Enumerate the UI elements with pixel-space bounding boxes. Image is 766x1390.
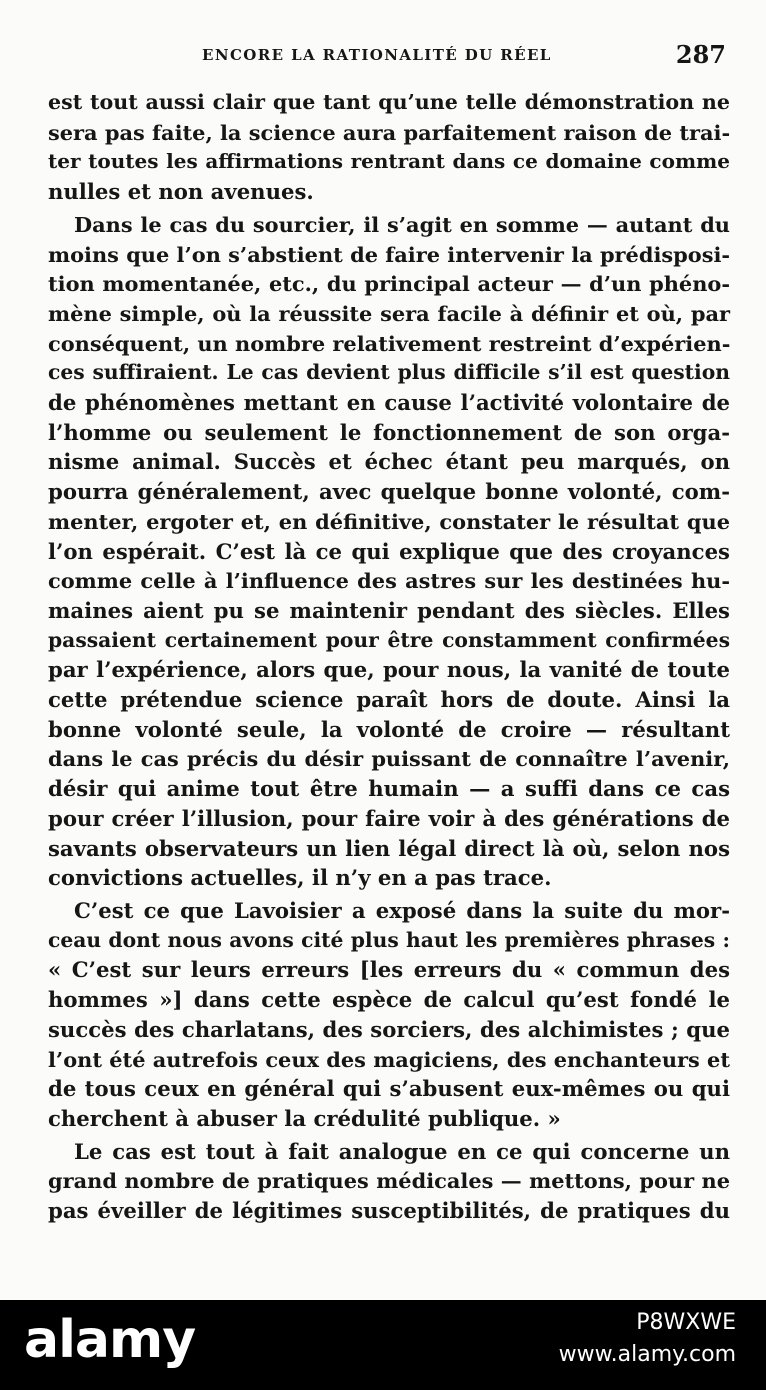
- paragraph-1: [48, 88, 730, 207]
- text-line: dans le cas précis du désir puissant de connaître l’avenir,: [48, 746, 730, 772]
- text-line: ter toutes les affirmations rentrant dans ce domaine comme: [48, 149, 730, 174]
- text-line: désir qui anime tout être humain — a suffi dans ce cas: [48, 776, 730, 802]
- text-line: nisme animal. Succès et échec étant peu marqués, on: [48, 449, 730, 475]
- text-line: l’homme ou seulement le fonctionnement de son orga-: [48, 419, 730, 445]
- paragraph-2: [48, 210, 730, 893]
- text-line: C’est ce que Lavoisier a exposé dans la suite du mor-: [74, 897, 730, 923]
- text-line: comme celle à l’influence des astres sur les destinées hu-: [48, 568, 730, 594]
- text-line: de tous ceux en général qui s’abusent eux-mêmes ou qui: [48, 1076, 730, 1102]
- text-line: savants observateurs un lien légal direct là où, selon nos: [48, 835, 730, 861]
- text-line: menter, ergoter et, en définitive, constater le résultat que: [48, 508, 730, 534]
- text-line: est tout aussi clair que tant qu’une telle démonstration ne: [48, 90, 730, 114]
- page-number: 287: [675, 40, 726, 69]
- text-line: Le cas est tout à fait analogue en ce qui concerne un: [74, 1138, 730, 1164]
- text-line: succès des charlatans, des sorciers, des alchimistes ; que: [48, 1016, 730, 1042]
- paragraph-3: [48, 896, 730, 1134]
- text-line: « C’est sur leurs erreurs [les erreurs du « commun des: [48, 957, 730, 983]
- image-id: P8WXWE: [636, 1310, 736, 1335]
- text-line: pour créer l’illusion, pour faire voir à des générations de: [48, 805, 730, 831]
- running-head: ENCORE LA RATIONALITÉ DU RÉEL: [202, 46, 552, 64]
- text-line: grand nombre de pratiques médicales — mettons, pour ne: [48, 1168, 730, 1194]
- text-line: bonne volonté seule, la volonté de croire — résultant: [48, 716, 730, 742]
- watermark-logo: alamy: [24, 1310, 196, 1370]
- text-line: conséquent, un nombre relativement restreint d’expérien-: [48, 330, 731, 356]
- text-line: l’on espérait. C’est là ce qui explique que des croyances: [48, 538, 730, 564]
- text-line: hommes »] dans cette espèce de calcul qu’est fondé le: [48, 987, 730, 1013]
- text-line: de phénomènes mettant en cause l’activité volontaire de: [48, 390, 730, 416]
- text-line: pourra généralement, avec quelque bonne volonté, com-: [48, 479, 730, 505]
- page-header: [44, 40, 726, 74]
- text-line: ces suffiraient. Le cas devient plus difficile s’il est question: [48, 360, 730, 385]
- text-line: passaient certainement pour être constamment confirmées: [48, 627, 730, 652]
- text-line: moins que l’on s’abstient de faire intervenir la prédisposi-: [48, 241, 731, 267]
- text-line: cherchent à abuser la crédulité publique. »: [48, 1105, 561, 1131]
- text-line: Dans le cas du sourcier, il s’agit en somme — autant du: [74, 211, 730, 237]
- text-line: sera pas faite, la science aura parfaitement raison de trai-: [48, 119, 731, 145]
- body-text: [48, 88, 730, 1226]
- text-line: mène simple, où la réussite sera facile à définir et où, par: [48, 300, 730, 326]
- text-line: pas éveiller de légitimes susceptibilités, de pratiques du: [48, 1198, 730, 1224]
- text-line: ceau dont nous avons cité plus haut les premières phrases :: [48, 927, 730, 952]
- watermark-url: www.alamy.com: [558, 1342, 736, 1367]
- text-line: cette prétendue science paraît hors de doute. Ainsi la: [48, 687, 730, 713]
- text-line: tion momentanée, etc., du principal acteur — d’un phéno-: [48, 271, 730, 297]
- paragraph-4: [48, 1137, 730, 1226]
- text-line: convictions actuelles, il n’y en a pas trace.: [48, 865, 552, 891]
- text-line: nulles et non avenues.: [48, 179, 314, 205]
- text-line: par l’expérience, alors que, pour nous, la vanité de toute: [48, 657, 730, 683]
- text-line: l’ont été autrefois ceux des magiciens, des enchanteurs et: [48, 1046, 730, 1072]
- text-line: maines aient pu se maintenir pendant des siècles. Elles: [48, 597, 730, 623]
